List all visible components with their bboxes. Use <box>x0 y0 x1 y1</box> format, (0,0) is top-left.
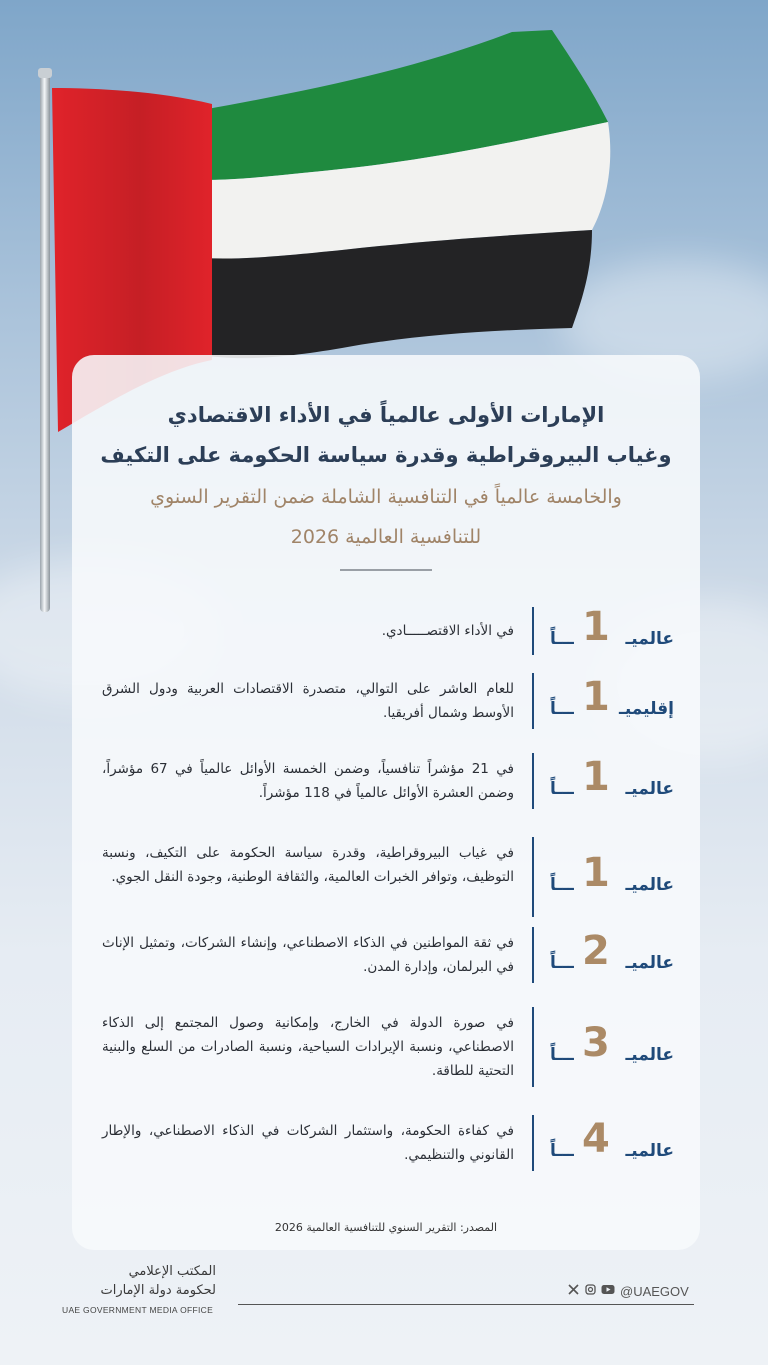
media-office-logo-ar-line-2: لحكومة دولة الإمارات <box>100 1283 216 1298</box>
ranking-suffix: ـــاً <box>550 1141 574 1161</box>
page-subtitle-line-2: للتنافسية العالمية 2026 <box>290 526 482 548</box>
ranking-suffix: ـــاً <box>550 699 574 719</box>
ranking-label: عالميـ <box>625 629 674 649</box>
info-card <box>72 355 700 1250</box>
ranking-label: عالميـ <box>625 779 674 799</box>
ranking-suffix: ـــاً <box>550 629 574 649</box>
media-office-logo-en: UAE GOVERNMENT MEDIA OFFICE <box>62 1305 214 1315</box>
ranking-number: 3 <box>582 1020 610 1066</box>
ranking-suffix: ـــاً <box>550 1045 574 1065</box>
ranking-description: في الأداء الاقتصـــــادي. <box>381 623 514 639</box>
ranking-label: عالميـ <box>625 1141 674 1161</box>
flag-pole <box>40 72 50 612</box>
ranking-number: 1 <box>582 850 610 896</box>
ranking-label: عالميـ <box>625 1045 674 1065</box>
page-subtitle: والخامسة عالمياً في التنافسية الشاملة ضمن التقرير السنوي <box>150 486 622 508</box>
youtube-icon[interactable] <box>601 1284 615 1295</box>
ranking-description: في غياب البيروقراطية، وقدرة سياسة الحكومة على التكيف، ونسبة التوظيف، وتوافر الخبرات العالمية، والثقافة الوطنية، وجودة النقل الجوي. <box>102 845 514 885</box>
ranking-description: في ثقة المواطنين في الذكاء الاصطناعي، وإنشاء الشركات، وتمثيل الإناث في البرلمان، وإدارة المدن. <box>102 935 514 975</box>
ranking-divider <box>532 753 534 809</box>
ranking-label: إقليميـ <box>619 699 674 719</box>
ranking-number: 1 <box>582 754 610 800</box>
ranking-label: عالميـ <box>625 875 674 895</box>
ranking-divider <box>532 927 534 983</box>
page-title-line-2: وغياب البيروقراطية وقدرة سياسة الحكومة على التكيف <box>100 443 672 467</box>
ranking-number: 1 <box>582 674 610 720</box>
ranking-description: في 21 مؤشراً تنافسياً، وضمن الخمسة الأوائل عالمياً في 67 مؤشراً، وضمن العشرة الأوائل عالمياً في 118 مؤشراً. <box>102 761 514 801</box>
title-divider <box>340 569 432 571</box>
ranking-description: للعام العاشر على التوالي، متصدرة الاقتصادات العربية ودول الشرق الأوسط وشمال أفريقيا. <box>102 681 514 721</box>
flag-pole-cap <box>38 68 52 78</box>
ranking-divider <box>532 837 534 917</box>
source-note: المصدر: التقرير السنوي للتنافسية العالمية 2026 <box>274 1221 498 1234</box>
ranking-divider <box>532 1007 534 1087</box>
ranking-divider <box>532 673 534 729</box>
instagram-icon[interactable] <box>585 1284 596 1295</box>
ranking-description: في كفاءة الحكومة، واستثمار الشركات في الذكاء الاصطناعي، والإطار القانوني والتنظيمي. <box>102 1123 514 1163</box>
ranking-suffix: ـــاً <box>550 953 574 973</box>
footer-divider <box>238 1304 694 1305</box>
social-handle[interactable]: @UAEGOV <box>620 1284 689 1299</box>
ranking-divider <box>532 1115 534 1171</box>
ranking-label: عالميـ <box>625 953 674 973</box>
ranking-description: في صورة الدولة في الخارج، وإمكانية وصول المجتمع إلى الذكاء الاصطناعي، ونسبة الإيرادات السياحية، ونسبة الصادرات من السلع والبنية التحتية للطاقة. <box>102 1015 514 1079</box>
ranking-suffix: ـــاً <box>550 875 574 895</box>
ranking-number: 1 <box>582 604 610 650</box>
x-icon[interactable] <box>568 1284 579 1295</box>
ranking-divider <box>532 607 534 655</box>
ranking-suffix: ـــاً <box>550 779 574 799</box>
page-title: الإمارات الأولى عالمياً في الأداء الاقتصادي <box>167 403 605 427</box>
ranking-number: 4 <box>582 1116 610 1162</box>
media-office-logo-ar: المكتب الإعلامي <box>128 1264 216 1279</box>
ranking-number: 2 <box>582 928 610 974</box>
